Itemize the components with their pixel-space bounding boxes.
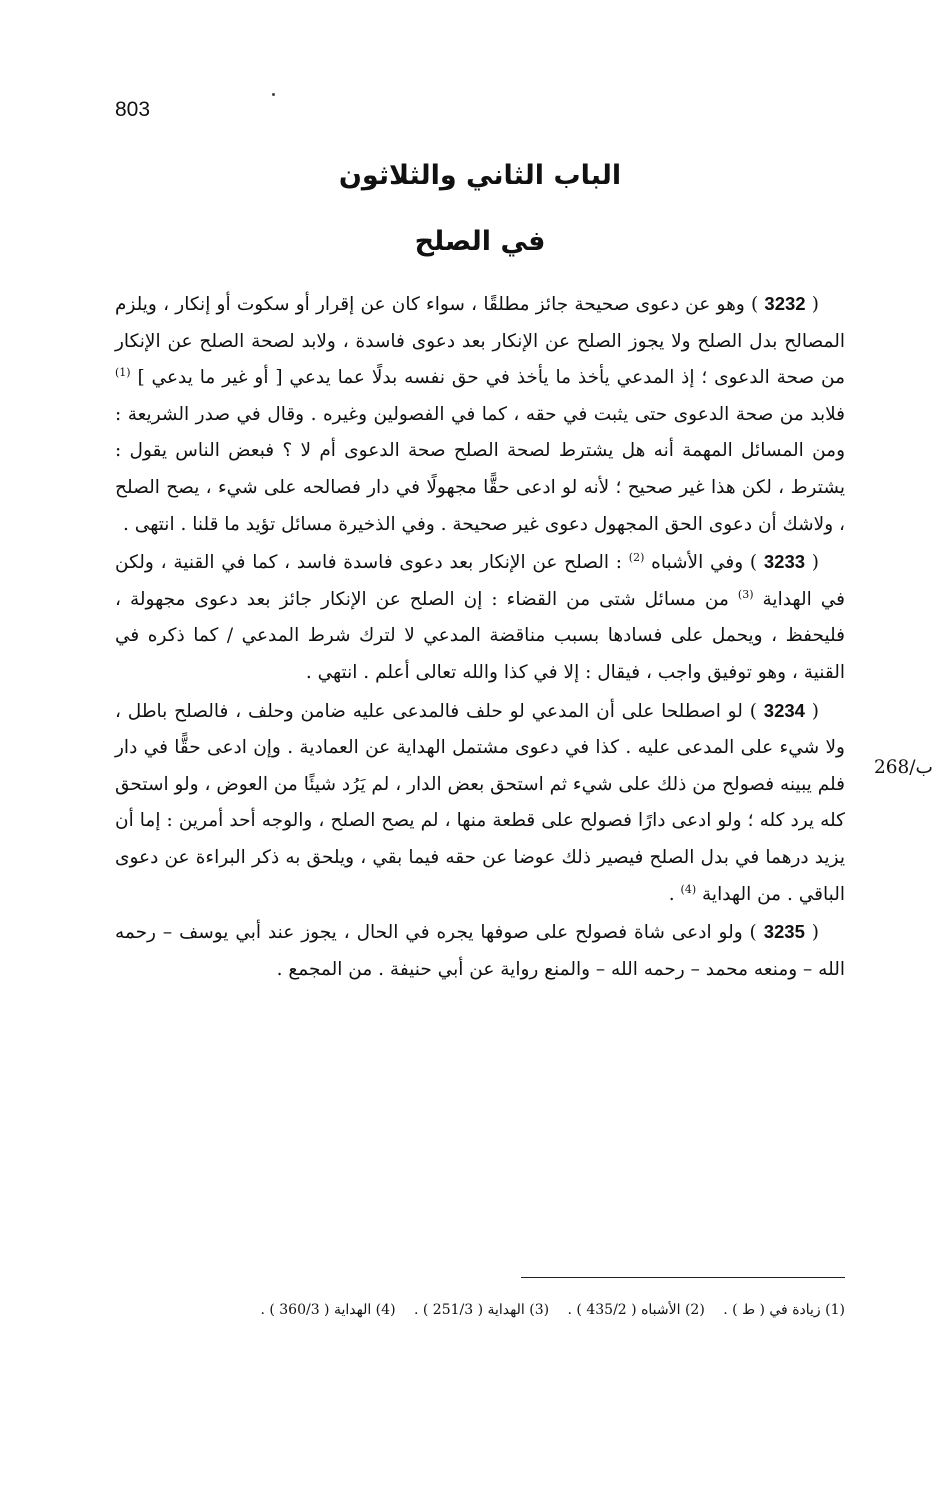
footnotes: [115, 1302, 845, 1318]
footnote-separator: [521, 1277, 845, 1278]
paragraph-text: من مسائل شتى من القضاء : إن الصلح عن الإنكار جائز بعد دعوى مجهولة ، فليحفظ ، ويحمل على فسادها بسبب مناقضة المدعي لا لترك شرط المدعي / كما ذكره في القنية ، وهو توفيق واجب ، فيقال : إلا في كذا والله تعالى أعلم . انتهي .: [115, 588, 845, 683]
paragraph-text: فلابد من صحة الدعوى حتى يثبت في حقه ، كما في الفصولين وغيره . وقال في صدر الشريعة : ومن المسائل المهمة أنه هل يشترط لصحة الصلح صحة الدعوى أم لا ؟ فبعض الناس يقول : يشترط ، لكن هذا غير صحيح ؛ لأنه لو ادعى حقًّا مجهولًا في دار فصالحه على شيء ، يصح الصلح ، ولاشك أن دعوى الحق المجهول دعوى غير صحيحة . وفي الذخيرة مسائل تؤيد ما قلنا . انتهى .: [115, 403, 845, 535]
paragraph-3232: ( 3232 ) وهو عن دعوى صحيحة جائز مطلقًا ، سواء كان عن إقرار أو سكوت أو إنكار ، ويلزم المصالح بدل الصلح ولا يجوز الصلح عن الإنكار بعد دعوى فاسدة ، ولابد لصحة الصلح عن الإنكار من صحة الدعوى ؛ إذ المدعي يأخذ ما يأخذ في حق نفسه بدلًا عما يدعي [ أو غير ما يدعي ] $^{(1)}$ فلابد من صحة الدعوى حتى يثبت في حقه ، كما في الفصولين وغيره . وقال في صدر الشريعة : ومن المسائل المهمة أنه هل يشترط لصحة الصلح صحة الدعوى أم لا ؟ فبعض الناس يقول : يشترط ، لكن هذا غير صحيح ؛ لأنه لو ادعى حقًّا مجهولًا في دار فصالحه على شيء ، يصح الصلح ، ولاشك أن دعوى الحق المجهول دعوى غير صحيحة . وفي الذخيرة مسائل تؤيد ما قلنا . انتهى .: [115, 293, 845, 535]
footnote-ref: (1): [115, 366, 131, 380]
paragraph-text: : الصلح عن الإنكار بعد دعوى فاسدة فاسد ، كما في القنية ، ولكن في الهداية: [115, 552, 845, 610]
footnote-ref: (4): [680, 882, 697, 896]
paragraph-3233: ( 3233 ) وفي الأشباه $^{(2)}$ : الصلح عن الإنكار بعد دعوى فاسدة فاسد ، كما في القنية ، ولكن في الهداية $^{(3)}$ من مسائل شتى من القضاء : إن الصلح عن الإنكار جائز بعد دعوى مجهولة ، فليحفظ ، ويحمل على فسادها بسبب مناقضة المدعي لا لترك شرط المدعي / كما ذكره في القنية ، وهو توفيق واجب ، فيقال : إلا في كذا والله تعالى أعلم . انتهي .: [115, 551, 845, 683]
paragraph-text: لو اصطلحا على أن المدعي لو حلف فالمدعى عليه ضامن وحلف ، فالصلح باطل ، ولا شيء على المدعى عليه . كذا في دعوى مشتمل الهداية عن العمادية . وإن ادعى حقًّا في دار فلم يبينه فصولح من ذلك على شيء ثم استحق بعض الدار ، لم يَرُد شيئًا من العوض ، ولو استحق كله يرد كله ؛ ولو ادعى دارًا فصولح على قطعة منها ، لم يصح الصلح ، والوجه أحد أمرين : إما أن يزيد درهما في بدل الصلح فيصير ذلك عوضا عن حقه فيما بقي ، ويلحق به ذكر البراءة عن دعوى الباقي . من الهداية: [115, 700, 845, 905]
paragraph-text: وفي الأشباه: [651, 552, 744, 574]
footnote: (3) الهداية ( 251/3 ) .: [413, 1302, 550, 1318]
paragraph-text: وهو عن دعوى صحيحة جائز مطلقًا ، سواء كان عن إقرار أو سكوت أو إنكار ، ويلزم المصالح بدل الصلح ولا يجوز الصلح عن الإنكار بعد دعوى فاسدة ، ولابد لصحة الصلح عن الإنكار من صحة الدعوى ؛ إذ المدعي يأخذ ما يأخذ في حق نفسه بدلًا عما يدعي [ أو غير ما يدعي ]: [115, 294, 845, 389]
paragraph-text: .: [668, 883, 675, 905]
page-number: 803: [115, 98, 151, 121]
chapter-title: الباب الثاني والثلاثون: [338, 160, 622, 191]
footnote-ref: (2): [628, 551, 645, 564]
paragraph-3234: ( 3234 ) لو اصطلحا على أن المدعي لو حلف فالمدعى عليه ضامن وحلف ، فالصلح باطل ، ولا شيء على المدعى عليه . كذا في دعوى مشتمل الهداية عن العمادية . وإن ادعى حقًّا في دار فلم يبينه فصولح من ذلك على شيء ثم استحق بعض الدار ، لم يَرُد شيئًا من العوض ، ولو استحق كله يرد كله ؛ ولو ادعى دارًا فصولح على قطعة منها ، لم يصح الصلح ، والوجه أحد أمرين : إما أن يزيد درهما في بدل الصلح فيصير ذلك عوضا عن حقه فيما بقي ، ويلحق به ذكر البراءة عن دعوى الباقي . من الهداية $^{(4)}$ .: [115, 699, 845, 905]
section-title: في الصلح: [414, 226, 546, 257]
issue-number: 3232: [764, 293, 806, 314]
issue-number: 3233: [763, 551, 806, 573]
manuscript-folio-note: 268/ب: [874, 757, 933, 778]
issue-number: 3235: [763, 921, 805, 943]
paragraph-3235: ( 3235 ) ولو ادعى شاة فصولح على صوفها يجره في الحال ، يجوز عند أبي يوسف – رحمه الله – ومنعه محمد – رحمه الله – والمنع رواية عن أبي حنيفة . من المجمع .: [115, 921, 845, 980]
footnote-ref: (3): [737, 587, 754, 601]
issue-number: 3234: [763, 699, 805, 721]
paragraph-text: ولو ادعى شاة فصولح على صوفها يجره في الحال ، يجوز عند أبي يوسف – رحمه الله – ومنعه محمد – رحمه الله – والمنع رواية عن أبي حنيفة . من المجمع .: [115, 922, 845, 980]
stray-dot: [272, 93, 275, 96]
footnote: (1) زيادة في ( ط ) .: [723, 1302, 845, 1318]
footnote: (4) الهداية ( 360/3 ) .: [260, 1302, 396, 1318]
footnote: (2) الأشباه ( 435/2 ) .: [567, 1302, 705, 1318]
body-text: [115, 286, 845, 988]
